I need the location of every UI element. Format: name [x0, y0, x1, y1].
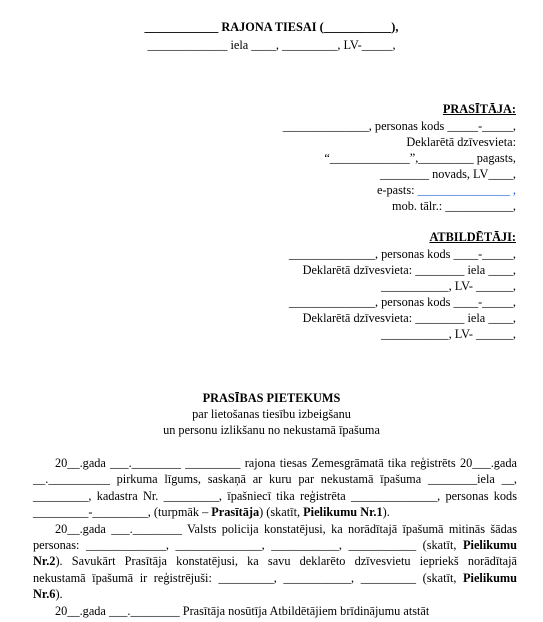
document-subtitle-2: un personu izlikšanu no nekustamā īpašuma [163, 423, 380, 437]
plaintiff-address-line-1: “_____________”,_________ pagasts, [324, 151, 516, 165]
defendant-2-address-line-1: Deklarētā dzīvesvieta: ________ iela ____, [302, 311, 516, 325]
plaintiff-name-line: ______________, personas kods _____-_____, [282, 119, 516, 133]
paragraph-1 [33, 455, 517, 521]
email-label: e-pasts: [376, 183, 415, 197]
paragraph-3-text: 20__.gada ___.________ Prasītāja nosūtīja Atbildētājiem brīdinājumu atstāt [55, 603, 430, 618]
annex-2-reference: Pielikumu Nr.2 [33, 538, 517, 569]
paragraph-2-end: ). [55, 587, 63, 602]
paragraph-1-ref-prefix: ) (skatīt, [259, 505, 304, 520]
defendants-heading: ATBILDĒTĀJI: [429, 230, 516, 244]
defendant-1-address-line-1: Deklarētā dzīvesvieta: ________ iela ____, [302, 263, 516, 277]
paragraph-3-partial [33, 603, 517, 619]
paragraph-2-text-cont: ). Savukārt Prasītāja konstatējusi, ka savu deklarēto dzīvesvietu iepriekš norādītajā nekustamā īpašumā ir reģistrējuši: _________, ___________, _________ (skatīt, [33, 554, 517, 585]
defendant-1-address-line-2: ___________, LV- ______, [380, 279, 516, 293]
email-link[interactable]: _______________ , [417, 183, 516, 197]
paragraph-2-text: 20__.gada ___.________ Valsts policija konstatējusi, ka norādītajā īpašumā mitinās šādas personas: _____________, ______________, ___________, ___________ (skatīt, [33, 521, 517, 553]
defendant-2-name-line: ______________, personas kods ____-_____, [288, 295, 516, 309]
defendant-1-name-line: ______________, personas kods ____-_____, [288, 247, 516, 261]
annex-1-reference: Pielikumu Nr.1 [303, 505, 383, 520]
annex-6-reference: Pielikumu Nr.6 [33, 570, 517, 602]
plaintiff-phone: mob. tālr.: ___________, [392, 199, 516, 213]
plaintiff-email [377, 183, 516, 198]
plaintiff-address-line-2: ________ novads, LV____, [379, 167, 516, 181]
document-subtitle-1: par lietošanas tiesību izbeigšanu [192, 407, 351, 421]
document-body [33, 455, 517, 619]
plaintiff-address-label: Deklarētā dzīvesvieta: [406, 135, 516, 149]
plaintiff-term: Prasītāja [211, 505, 260, 520]
court-header-line-2: _____________ iela ____, _________, LV-_____, [147, 38, 396, 52]
paragraph-1-text: 20__.gada ___.________ _________ rajona tiesas Zemesgrāmatā tika reģistrēts 20___.gada __.__________ pirkuma līgums, saskaņā ar kuru par nekustamā īpašuma ________iela __, _________, kadastra Nr. _________, īpašniecī tika reģistrēta ______________, personas kods _________-_________, (turpmāk – [33, 456, 517, 520]
defendant-2-address-line-2: ___________, LV- ______, [380, 327, 516, 341]
court-header-line-1: ____________ RAJONA TIESAI (___________), [144, 20, 399, 34]
plaintiff-heading: PRASĪTĀJA: [442, 102, 516, 116]
paragraph-2 [33, 521, 517, 603]
paragraph-1-end: ). [382, 505, 390, 520]
document-title: PRASĪBAS PIETEKUMS [202, 391, 341, 405]
